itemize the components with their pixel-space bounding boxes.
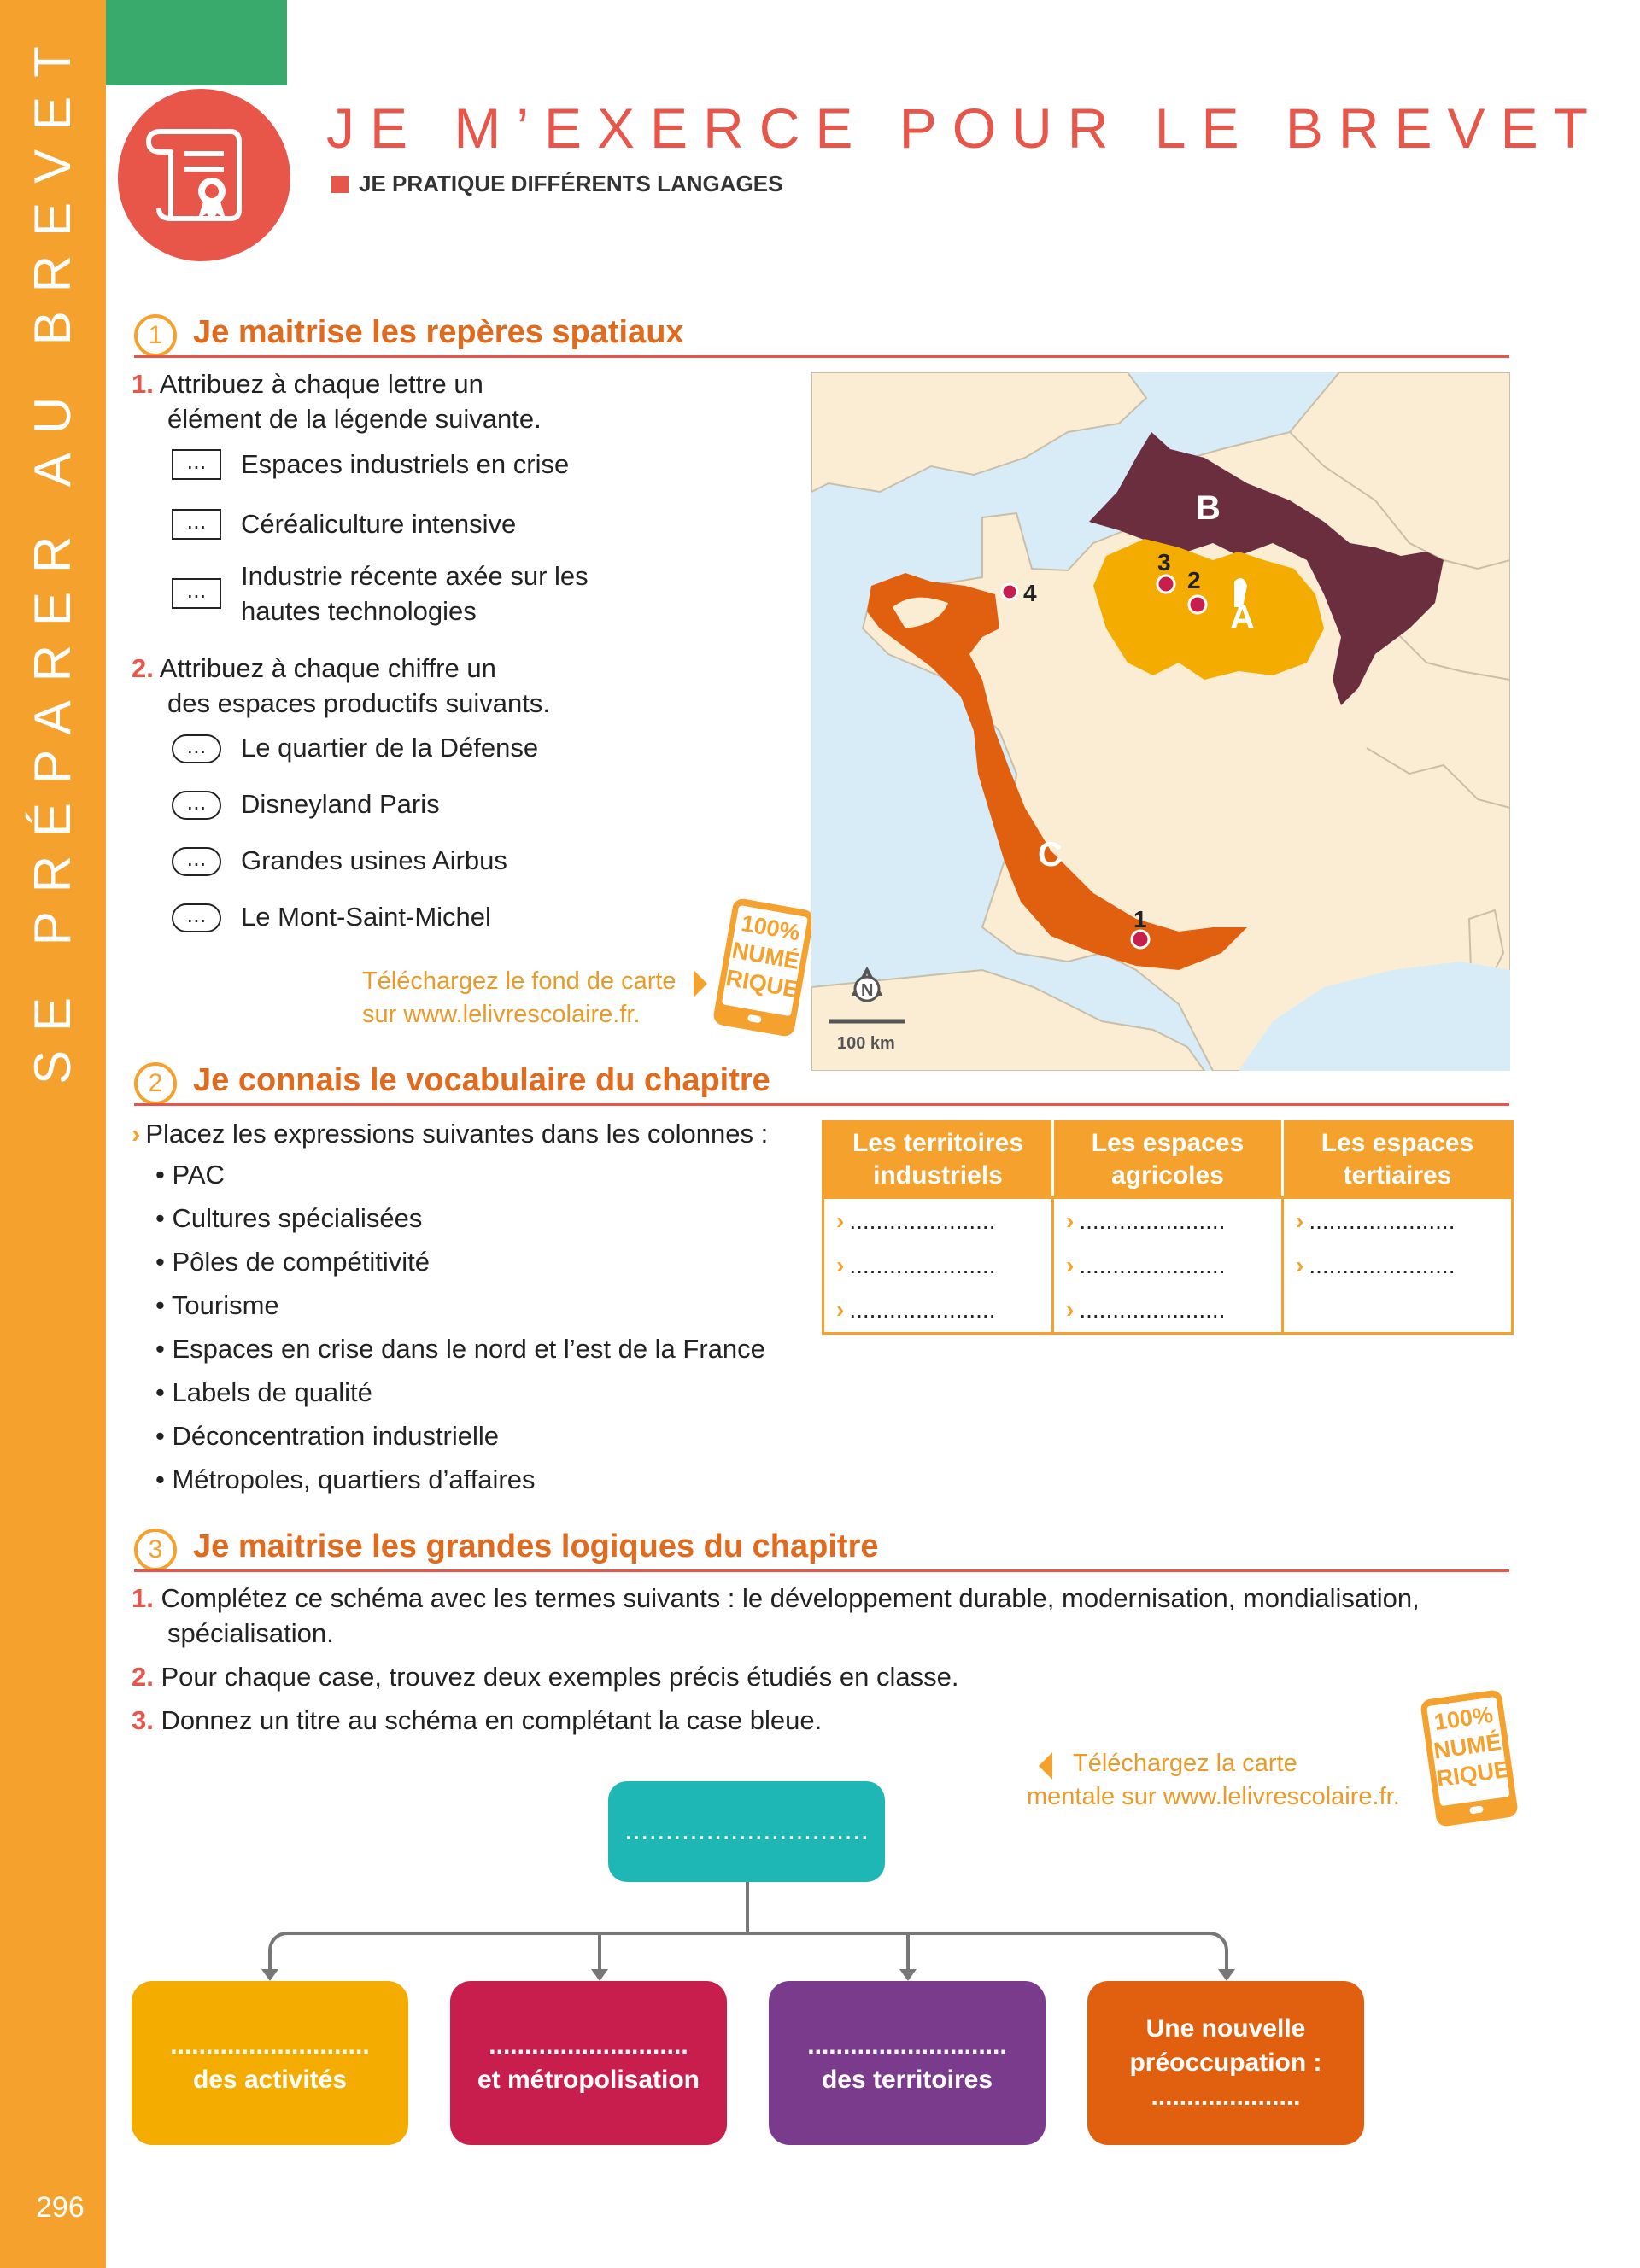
vocab-item: • Tourisme (155, 1290, 279, 1320)
arrow-down-icon (1218, 1969, 1235, 1981)
table-cell[interactable]: › ...................... (1053, 1243, 1283, 1288)
table-cell[interactable]: › ...................... (823, 1288, 1053, 1334)
section-3-rule (134, 1569, 1509, 1572)
section-2-title: Je connais le vocabulaire du chapitre (193, 1062, 770, 1098)
arrow-right-icon (694, 970, 707, 997)
table-header: Les territoires industriels (823, 1122, 1053, 1198)
s3-q3: 3. Donnez un titre au schéma en complétant la case bleue. (132, 1705, 823, 1735)
table-cell[interactable]: › ...................... (1053, 1288, 1283, 1334)
section-1-number: 1 (134, 314, 177, 357)
table-cell[interactable]: › ...................... (823, 1243, 1053, 1288)
place-item: Disneyland Paris (241, 789, 440, 819)
download-map-text[interactable]: Téléchargez le fond de carte (362, 967, 676, 995)
table-cell[interactable]: › ...................... (823, 1198, 1053, 1244)
section-2-number: 2 (134, 1062, 177, 1105)
vocab-table (822, 1120, 1514, 1335)
download-map-url[interactable]: sur www.lelivrescolaire.fr. (362, 1001, 641, 1028)
tree-connector (268, 1932, 1228, 1954)
legend-item-line2: hautes technologies (241, 596, 477, 626)
legend-answer-box[interactable]: ... (172, 449, 221, 480)
place-answer-box[interactable]: ... (172, 791, 221, 820)
table-header: Les espaces agricoles (1053, 1122, 1283, 1198)
place-item: Grandes usines Airbus (241, 845, 507, 875)
schema-box-territories[interactable]: ............................ des territoires (769, 1981, 1046, 2145)
section-3-title: Je maitrise les grandes logiques du chapitre (193, 1529, 879, 1564)
page-number: 296 (36, 2191, 85, 2224)
page-subtitle: JE PRATIQUE DIFFÉRENTS LANGAGES (359, 171, 783, 196)
vocab-item: • Pôles de compétitivité (155, 1247, 430, 1277)
arrow-down-icon (261, 1969, 278, 1981)
sidebar-title: SE PRÉPARER AU BREVET (24, 27, 81, 1084)
map-point-label: 2 (1187, 567, 1201, 593)
download-mindmap-text[interactable]: Téléchargez la carte (1073, 1750, 1297, 1777)
section-1-rule (134, 355, 1509, 358)
download-mindmap-url[interactable]: mentale sur www.lelivrescolaire.fr. (1027, 1783, 1400, 1810)
legend-answer-box[interactable]: ... (172, 509, 221, 540)
map-point-label: 4 (1023, 580, 1037, 606)
france-map (811, 372, 1510, 1071)
section-3-number: 3 (134, 1529, 177, 1571)
s3-q1: 1. Complétez ce schéma avec les termes suivants : le développement durable, modernisation, mondialisation, (132, 1583, 1420, 1613)
subtitle-bullet (331, 176, 348, 193)
table-cell-empty (1283, 1288, 1513, 1334)
table-cell[interactable]: › ...................... (1283, 1243, 1513, 1288)
vocab-item: • Espaces en crise dans le nord et l’est de la France (155, 1334, 765, 1364)
map-letter: A (1230, 599, 1255, 636)
vocab-item: • Cultures spécialisées (155, 1203, 423, 1233)
arrow-down-icon (591, 1969, 608, 1981)
vocab-item: • Déconcentration industrielle (155, 1421, 500, 1451)
map-point-label: 3 (1157, 549, 1171, 576)
table-header: Les espaces tertiaires (1283, 1122, 1513, 1198)
place-item: Le Mont-Saint-Michel (241, 902, 491, 932)
header-badge (111, 89, 290, 268)
numerique-badge[interactable]: 100% NUMÉ RIQUE (712, 897, 816, 1038)
section-2-rule (134, 1103, 1509, 1106)
numerique-badge[interactable]: 100% NUMÉ RIQUE (1420, 1689, 1519, 1827)
s1-q1-line2: élément de la légende suivante. (167, 404, 542, 434)
legend-item: Espaces industriels en crise (241, 449, 570, 479)
s1-q2-line2: des espaces productifs suivants. (167, 688, 551, 718)
table-cell[interactable]: › ...................... (1053, 1198, 1283, 1244)
section-1-title: Je maitrise les repères spatiaux (193, 314, 684, 350)
s3-q2: 2. Pour chaque case, trouvez deux exemples précis étudiés en classe. (132, 1662, 959, 1692)
diploma-scroll-icon (111, 82, 290, 261)
place-answer-box[interactable]: ... (172, 847, 221, 876)
s1-q1: 1. Attribuez à chaque lettre un (132, 369, 483, 399)
header-green-tab (106, 0, 287, 85)
s1-q2: 2. Attribuez à chaque chiffre un (132, 653, 496, 683)
vocab-item: • Labels de qualité (155, 1377, 372, 1407)
vocab-list (155, 1153, 765, 1501)
vocab-item: • Métropoles, quartiers d’affaires (155, 1464, 536, 1494)
place-answer-box[interactable]: ... (172, 903, 221, 932)
place-answer-box[interactable]: ... (172, 734, 221, 763)
table-cell[interactable]: › ...................... (1283, 1198, 1513, 1244)
arrow-down-icon (899, 1969, 917, 1981)
tree-connector (746, 1882, 749, 1933)
scale-label: 100 km (837, 1034, 895, 1053)
schema-box-metropolisation[interactable]: ............................ et métropolisation (450, 1981, 727, 2145)
vocab-item: • PAC (155, 1160, 225, 1190)
map-letter: C (1038, 836, 1063, 874)
schema-box-activities[interactable]: ............................ des activités (132, 1981, 408, 2145)
legend-item: Industrie récente axée sur les (241, 561, 589, 591)
map-letter: B (1196, 489, 1221, 527)
place-item: Le quartier de la Défense (241, 733, 539, 763)
svg-text:N: N (861, 981, 874, 1000)
s3-q1-line2: spécialisation. (167, 1618, 334, 1648)
schema-title-box[interactable]: .............................. (608, 1781, 885, 1882)
schema-box-preoccupation[interactable]: Une nouvelle préoccupation : ..................... (1087, 1981, 1364, 2145)
s2-instruction: › Placez les expressions suivantes dans les colonnes : (132, 1119, 769, 1149)
arrow-left-icon (1039, 1752, 1052, 1780)
map-point-label: 1 (1133, 906, 1147, 932)
page-title: JE M’EXERCE POUR LE BREVET (326, 96, 1603, 160)
legend-item: Céréaliculture intensive (241, 509, 517, 539)
legend-answer-box[interactable]: ... (172, 578, 221, 609)
